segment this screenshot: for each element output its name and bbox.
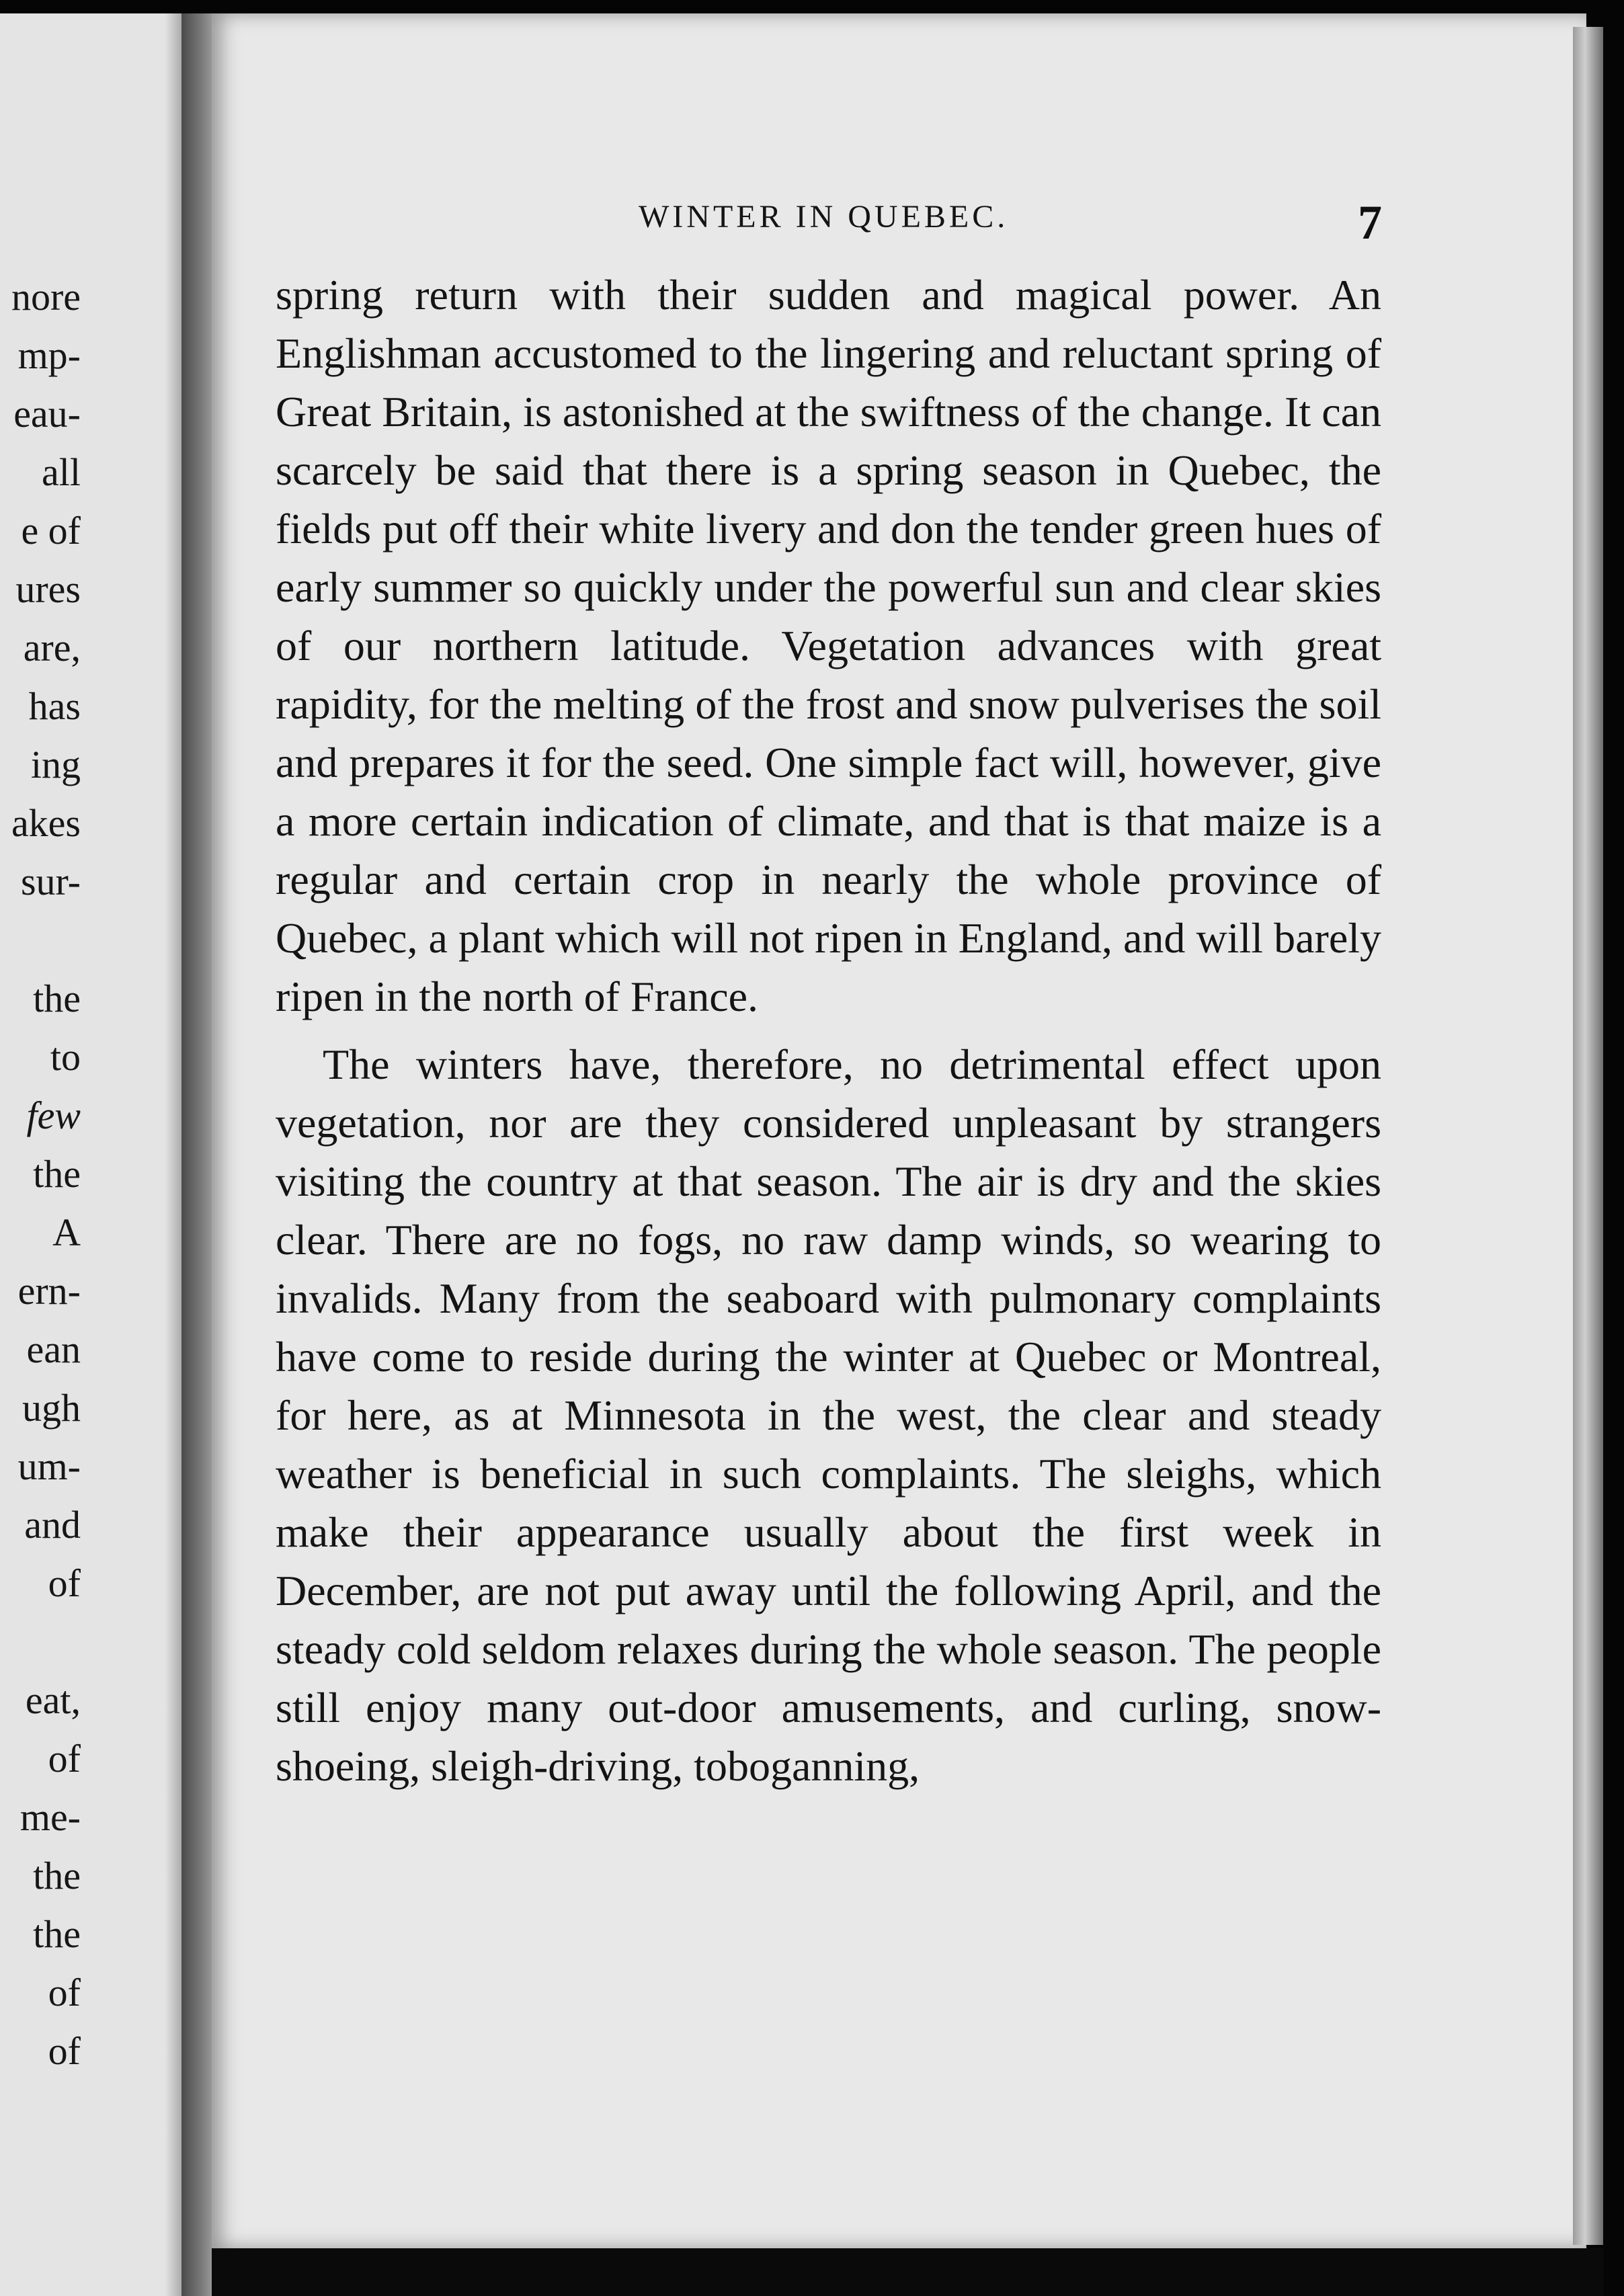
page-edge-stack xyxy=(1573,27,1603,2245)
facing-page-text-fragments xyxy=(11,268,81,2080)
fragment-line: ean xyxy=(26,1327,81,1371)
fragment-line: of xyxy=(48,1971,81,2014)
fragment-line: the xyxy=(33,1854,81,1897)
fragment-line: all xyxy=(42,450,81,494)
paragraph: spring return with their sudden and magical power. An Englishman accustomed to the lingering and reluctant spring of Great Britain, is astonished at the swiftness of the change. It can scarcely be said that there is a spring season in Quebec, the fields put off their white livery and don the tender green hues of early summer so quickly under the powerful sun and clear skies of our northern latitude. Vegetation advances with great rapidity, for the melting of the frost and snow pulverises the soil and prepares it for the seed. One simple fact will, however, give a more certain indication of climate, and that is that maize is a regular and certain crop in nearly the whole province of Quebec, a plant which will not ripen in England, and will barely ripen in the north of France. xyxy=(276,271,1381,1020)
fragment-line: mp- xyxy=(17,333,81,377)
fragment-line: ing xyxy=(30,743,81,786)
fragment-line: eau- xyxy=(13,392,81,436)
fragment-line: A xyxy=(52,1211,81,1254)
page-number: 7 xyxy=(1358,196,1382,249)
fragment-line: the xyxy=(33,977,81,1020)
fragment-line: the xyxy=(33,1912,81,1956)
fragment-line: few xyxy=(26,1094,81,1137)
fragment-line: sur- xyxy=(20,860,81,903)
fragment-line: ugh xyxy=(22,1386,81,1430)
facing-page-left xyxy=(0,13,202,2296)
fragment-line: akes xyxy=(11,801,81,845)
running-head: WINTER IN QUEBEC. xyxy=(639,199,1009,235)
fragment-line: and xyxy=(24,1503,81,1547)
fragment-line: nore xyxy=(11,275,81,319)
paragraph: The winters have, therefore, no detrimental effect upon vegetation, nor are they considered unpleasant by strangers visiting the country at that season. The air is dry and the skies clear. There are no fogs, no raw damp winds, so wearing to invalids. Many from the seaboard with pulmonary complaints have come to reside during the winter at Quebec or Montreal, for here, as at Minnesota in the west, the clear and steady weather is beneficial in such complaints. The sleighs, which make their appearance usually about the first week in December, are not put away until the following April, and the steady cold seldom relaxes during the whole season. The people still enjoy many out-door amusements, and curling, snow-shoeing, sleigh-driving, toboganning, xyxy=(276,1040,1381,1790)
fragment-line: the xyxy=(33,1152,81,1196)
fragment-line: e of xyxy=(21,509,81,552)
fragment-line: to xyxy=(50,1035,81,1079)
fragment-line: eat, xyxy=(25,1678,81,1722)
body-text xyxy=(276,265,1381,1795)
fragment-line: ures xyxy=(15,567,81,611)
fragment-line: um- xyxy=(17,1444,81,1488)
fragment-line: of xyxy=(48,1737,81,1780)
fragment-gap xyxy=(11,911,81,969)
fragment-gap xyxy=(11,1612,81,1671)
fragment-line: of xyxy=(48,2029,81,2073)
fragment-line: me- xyxy=(19,1795,81,1839)
fragment-line: ern- xyxy=(17,1269,81,1313)
fragment-line: of xyxy=(48,1561,81,1605)
fragment-line: are, xyxy=(23,626,81,669)
scan-bottom-edge xyxy=(212,2248,1603,2296)
fragment-line: has xyxy=(28,684,81,728)
